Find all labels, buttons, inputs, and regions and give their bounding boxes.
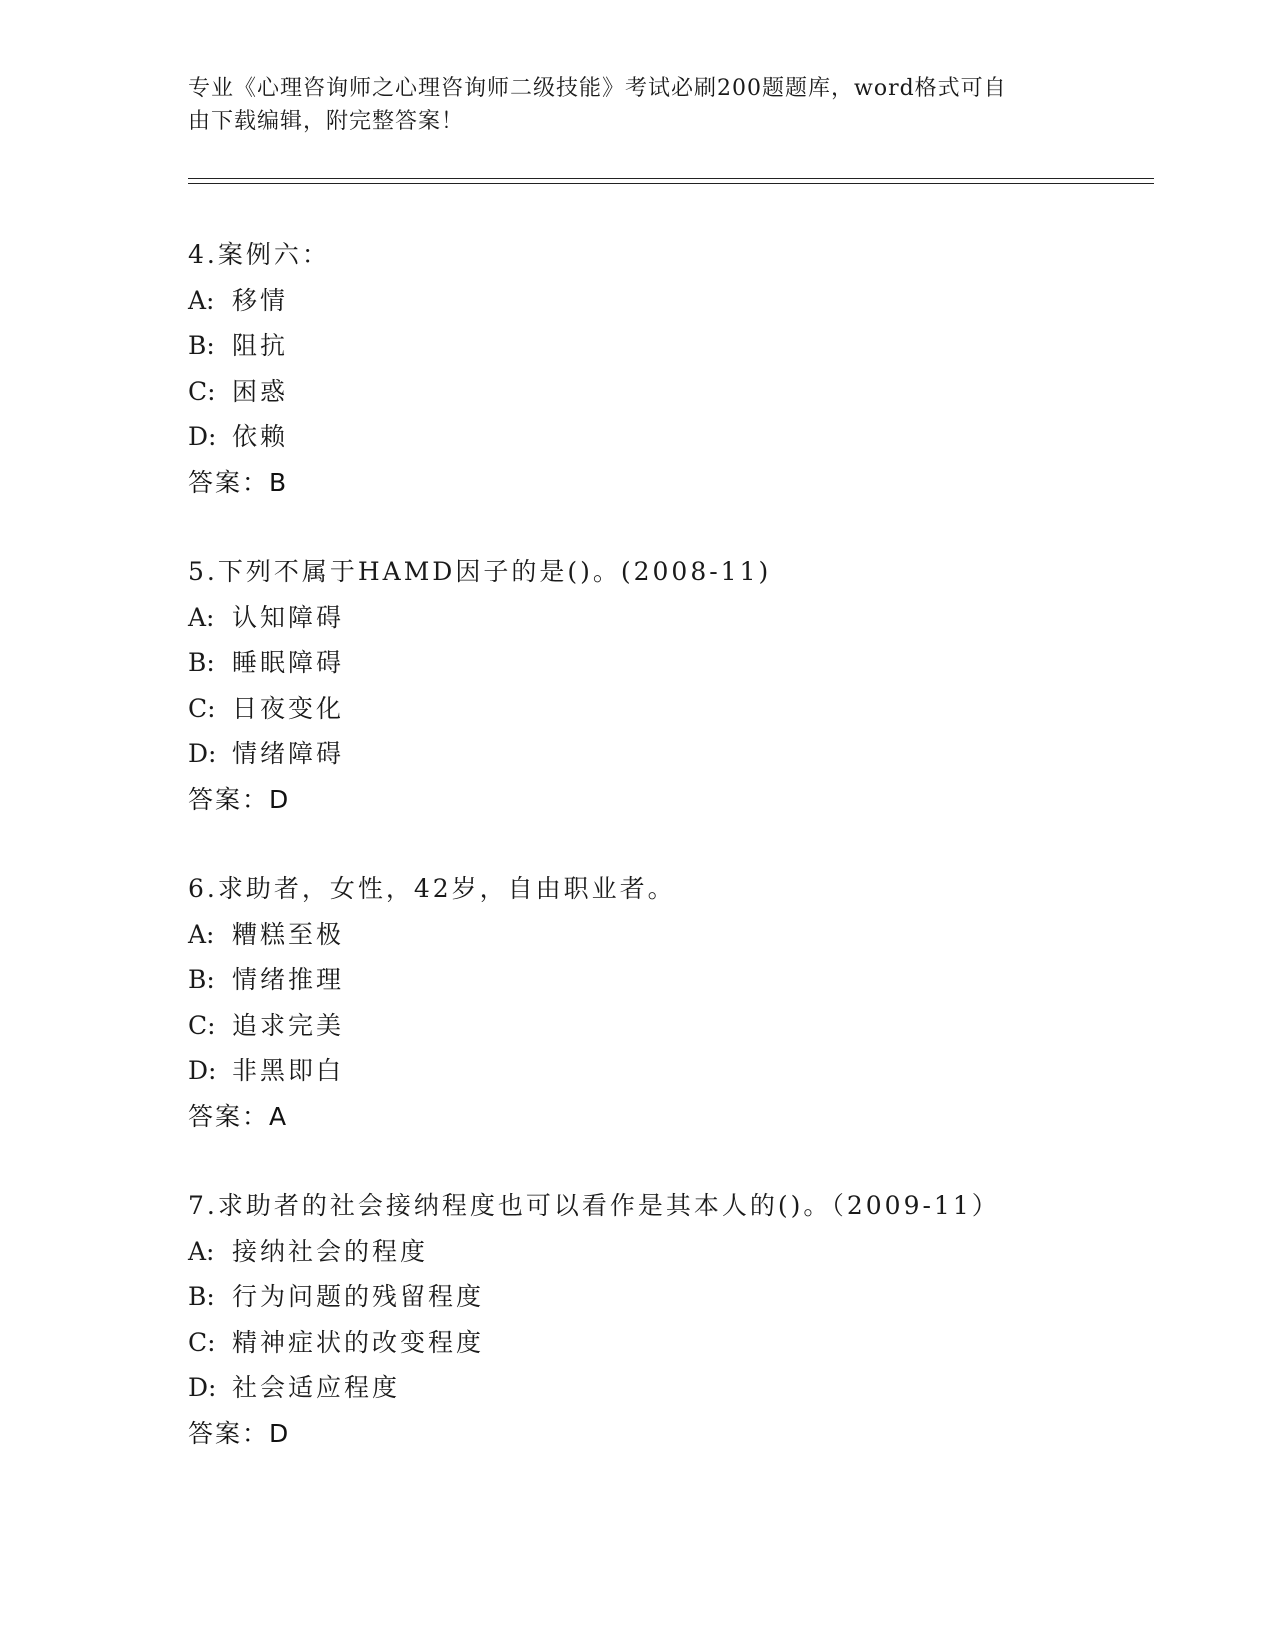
answer-line: 答案：D — [188, 784, 291, 814]
option-letter: C: — [188, 376, 216, 406]
option-text: 非黑即白 — [232, 1056, 345, 1085]
option-letter: B: — [188, 965, 215, 994]
option-letter: B: — [188, 648, 215, 677]
header-divider-top — [188, 178, 1154, 179]
option-text: 行为问题的残留程度 — [232, 1282, 485, 1311]
option-letter: D: — [188, 739, 217, 768]
question-item — [188, 232, 1168, 505]
option-letter: A: — [188, 919, 215, 949]
option-text: 社会适应程度 — [232, 1373, 401, 1402]
option-text: 情绪推理 — [232, 965, 345, 994]
header-divider-bottom — [188, 183, 1154, 184]
option-text: 接纳社会的程度 — [232, 1236, 429, 1266]
option-letter: D: — [188, 1056, 217, 1085]
answer-line: 答案：B — [188, 467, 289, 497]
option-letter: C: — [188, 1010, 216, 1040]
question-item — [188, 1183, 1168, 1456]
option-letter: A: — [188, 285, 215, 315]
option-a — [188, 595, 1168, 641]
option-d — [188, 731, 1168, 777]
question-stem: 6.求助者，女性，42岁，自由职业者。 — [188, 874, 676, 903]
option-text: 阻抗 — [232, 331, 289, 360]
option-b — [188, 640, 1168, 686]
option-a — [188, 1229, 1168, 1275]
option-d — [188, 414, 1168, 460]
question-item — [188, 866, 1168, 1139]
option-b — [188, 323, 1168, 369]
question-item — [188, 549, 1168, 822]
option-c — [188, 686, 1168, 732]
option-text: 日夜变化 — [232, 693, 345, 723]
option-letter: A: — [188, 1236, 215, 1266]
question-stem: 4.案例六： — [188, 240, 330, 269]
option-text: 困惑 — [232, 376, 289, 406]
option-text: 糟糕至极 — [232, 919, 345, 949]
option-text: 依赖 — [232, 422, 289, 451]
option-c — [188, 1003, 1168, 1049]
option-text: 移情 — [232, 285, 289, 315]
option-letter: B: — [188, 1282, 215, 1311]
option-c — [188, 1320, 1168, 1366]
option-letter: B: — [188, 331, 215, 360]
answer-line: 答案：A — [188, 1101, 289, 1131]
option-letter: D: — [188, 1373, 217, 1402]
option-letter: D: — [188, 422, 217, 451]
option-d — [188, 1048, 1168, 1094]
option-a — [188, 278, 1168, 324]
option-letter: C: — [188, 693, 216, 723]
answer-line: 答案：D — [188, 1418, 291, 1448]
option-text: 睡眠障碍 — [232, 648, 345, 677]
option-b — [188, 957, 1168, 1003]
option-c — [188, 369, 1168, 415]
option-text: 精神症状的改变程度 — [232, 1327, 485, 1357]
question-stem: 7.求助者的社会接纳程度也可以看作是其本人的()。（2009-11） — [188, 1191, 1000, 1220]
question-list — [188, 232, 1168, 1500]
option-a — [188, 912, 1168, 958]
option-letter: A: — [188, 602, 215, 632]
option-text: 认知障碍 — [232, 602, 345, 632]
question-stem: 5.下列不属于HAMD因子的是()。(2008-11) — [188, 557, 772, 586]
option-d — [188, 1365, 1168, 1411]
option-letter: C: — [188, 1327, 216, 1357]
option-text: 追求完美 — [232, 1010, 345, 1040]
option-b — [188, 1274, 1168, 1320]
document-header — [188, 72, 1068, 138]
header-line: 专业《心理咨询师之心理咨询师二级技能》考试必刷200题题库，word格式可自 — [188, 76, 1007, 101]
option-text: 情绪障碍 — [232, 739, 345, 768]
header-line: 由下载编辑，附完整答案！ — [188, 109, 465, 134]
